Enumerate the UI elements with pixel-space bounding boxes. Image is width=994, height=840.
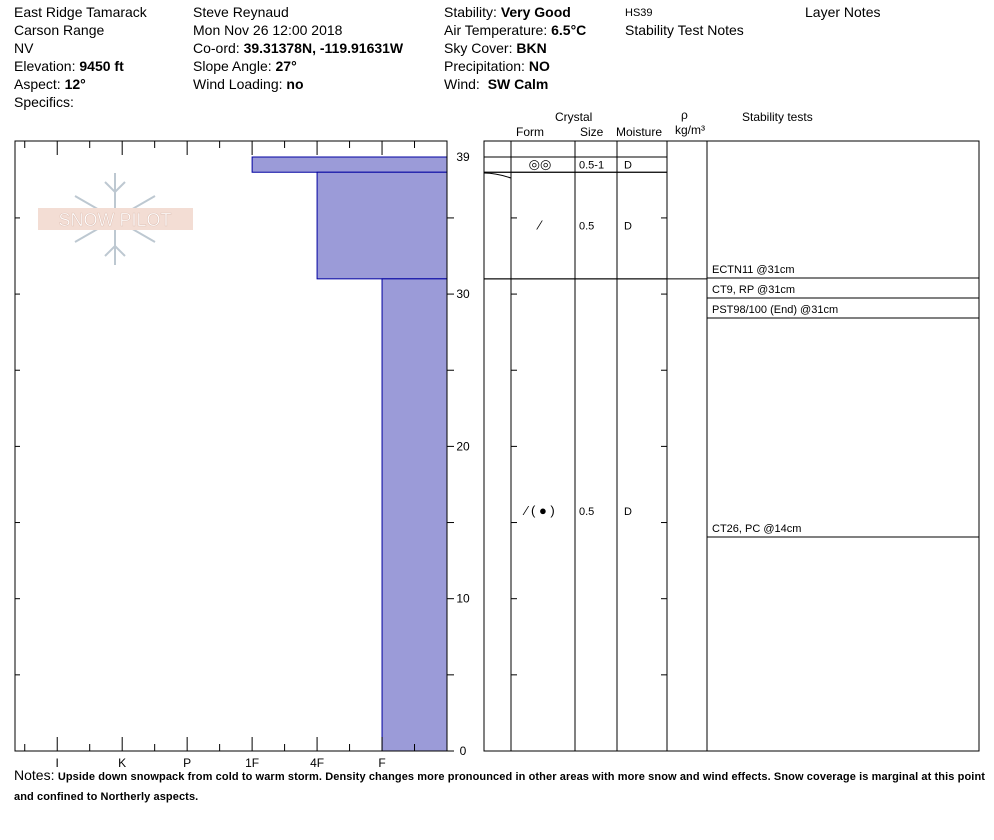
observation-datetime: Mon Nov 26 12:00 2018 [193,22,343,38]
location-name: East Ridge Tamarack [14,4,147,20]
moisture-value: D [624,159,632,172]
height-tick-label: 20 [456,439,470,454]
size-heading: Size [580,125,604,139]
form-heading: Form [516,125,544,139]
air-temp-label: Air Temperature: [444,22,548,38]
crystal-form-symbol: ⁄ [538,217,542,233]
precip-value: NO [528,58,550,74]
slope-label: Slope Angle: [193,58,272,74]
hardness-bar [317,172,447,279]
notes-section [14,766,989,807]
specifics-label: Specifics: [14,94,74,110]
wind-value: SW Calm [487,76,549,92]
notes-text: Upside down snowpack from cold to warm storm. Density changes more pronounced in other areas with more snow and wind effects. Snow coverage is marginal at this point and confined to Northerly aspects. [14,771,986,803]
height-tick-label: 10 [456,591,470,606]
logo-text: SNOW PILOT [58,210,172,230]
hardness-label: K [118,756,127,770]
wind-loading-label: Wind Loading: [193,76,283,92]
moisture-value: D [624,506,632,518]
layer-notes-heading: Layer Notes [805,4,881,20]
hardness-bar [382,279,447,751]
snow-pilot-logo [38,173,193,265]
crystal-heading: Crystal [555,110,593,124]
grain-size: 0.5 [579,220,595,233]
observer-name: Steve Reynaud [193,4,289,20]
elevation-value: 9450 ft [79,58,124,74]
height-tick-label: 0 [459,744,467,758]
density-unit: kg/m³ [675,123,705,137]
aspect-value: 12° [64,76,86,92]
air-temp-value: 6.5°C [551,22,587,38]
wind-label: Wind: [444,76,480,92]
hardness-bar [252,157,447,172]
precip-label: Precipitation: [444,58,525,74]
hardness-label: F [378,756,386,770]
density-symbol: ρ [681,108,688,122]
wind-loading-value: no [286,76,304,92]
grain-size: 0.5-1 [579,159,605,172]
stability-label: Stability: [444,4,497,20]
crystal-form-symbol: ⁄ ( ● ) [525,503,555,518]
stability-test-result: CT9, RP @31cm [712,284,796,296]
elevation-label: Elevation: [14,58,76,74]
layer-table-frame [484,141,979,751]
mountain-range: Carson Range [14,22,105,38]
moisture-heading: Moisture [616,125,663,139]
notes-label: Notes: [14,767,55,783]
sky-cover-label: Sky Cover: [444,40,513,56]
stability-test-notes-heading: Stability Test Notes [625,22,744,38]
coord-value: 39.31378N, -119.91631W [243,40,404,56]
stability-value: Very Good [500,4,571,20]
hardness-label: 1F [245,756,260,770]
hardness-label: P [183,756,192,770]
height-tick-label: 30 [456,287,470,302]
slope-value: 27° [275,58,297,74]
height-tick-label: 39 [456,150,470,164]
coord-label: Co-ord: [193,40,240,56]
sky-cover-value: BKN [516,40,547,56]
snow-height: HS39 [625,7,653,19]
grain-size: 0.5 [579,506,595,518]
hardness-label: 4F [310,756,325,770]
stability-test-result: ECTN11 @31cm [712,264,795,276]
hardness-label: I [55,756,59,770]
moisture-value: D [624,220,632,233]
aspect-label: Aspect: [14,76,61,92]
stability-test-result: PST98/100 (End) @31cm [712,304,839,316]
stability-test-result: CT26, PC @14cm [712,523,802,535]
stability-tests-heading: Stability tests [742,110,813,124]
crystal-form-symbol: ◎◎ [528,156,552,172]
temperature-profile-line [484,173,511,178]
state: NV [14,40,34,56]
